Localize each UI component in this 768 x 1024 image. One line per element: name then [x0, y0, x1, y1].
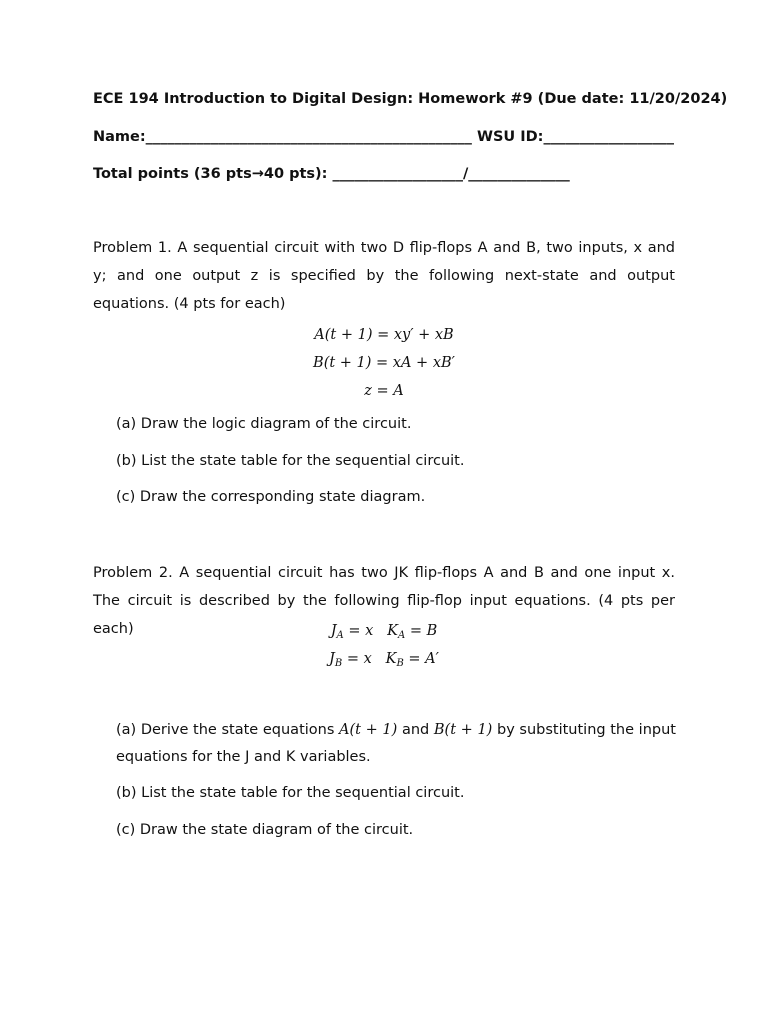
- item-a-math-b: B(t + 1): [433, 722, 493, 738]
- ka-subscript: A: [398, 630, 406, 641]
- ka-value: = B: [409, 623, 438, 639]
- problem2-item-c: (c) Draw the state diagram of the circuit.: [116, 822, 414, 838]
- problem2-equation-a: $J_A = x$ $K_A = B$: [330, 623, 438, 641]
- problem2-item-a: [116, 717, 676, 771]
- total-points-line: Total points (36 pts→40 pts): __________________/______________: [93, 166, 570, 182]
- kb-subscript: B: [396, 658, 404, 669]
- problem1-equation-z: z = A: [364, 383, 404, 399]
- problem1-equation-a: A(t + 1) = xy′ + xB: [314, 327, 454, 343]
- problem1-item-b: (b) List the state table for the sequential circuit.: [116, 453, 465, 469]
- item-a-prefix: (a) Derive the state equations: [116, 722, 335, 738]
- item-a-math-a: A(t + 1): [339, 722, 398, 738]
- jb-subscript: B: [334, 658, 343, 669]
- problem2-item-b: (b) List the state table for the sequential circuit.: [116, 785, 465, 801]
- problem1-equation-b: B(t + 1) = xA + xB′: [313, 355, 455, 371]
- problem2-intro: Problem 2. A sequential circuit has two JK flip-flops A and B and one input x. The circuit is described by the following flip-flop input equations. (4 pts per each): [93, 565, 675, 637]
- jb-value: = x: [346, 651, 372, 667]
- item-a-suffix: by substituting the input equations for the J and K variables.: [116, 722, 676, 765]
- homework-title: ECE 194 Introduction to Digital Design: Homework #9 (Due date: 11/20/2024): [93, 91, 728, 107]
- name-id-line: Name:_____________________________________________ WSU ID:__________________: [93, 129, 674, 145]
- problem1-item-a: (a) Draw the logic diagram of the circuit.: [116, 416, 412, 432]
- item-a-and: and: [401, 722, 430, 738]
- ja-value: = x: [348, 623, 374, 639]
- kb-value: = A′: [408, 651, 439, 667]
- ja-subscript: A: [336, 630, 344, 641]
- problem1-intro: Problem 1. A sequential circuit with two D flip-flops A and B, two inputs, x and y; and one output z is specified by the following next-state and output equations. (4 pts for each): [93, 240, 675, 312]
- problem2-equation-b: $J_B = x$ $K_B = A'$: [329, 651, 439, 669]
- problem1-item-c: (c) Draw the corresponding state diagram.: [116, 489, 426, 505]
